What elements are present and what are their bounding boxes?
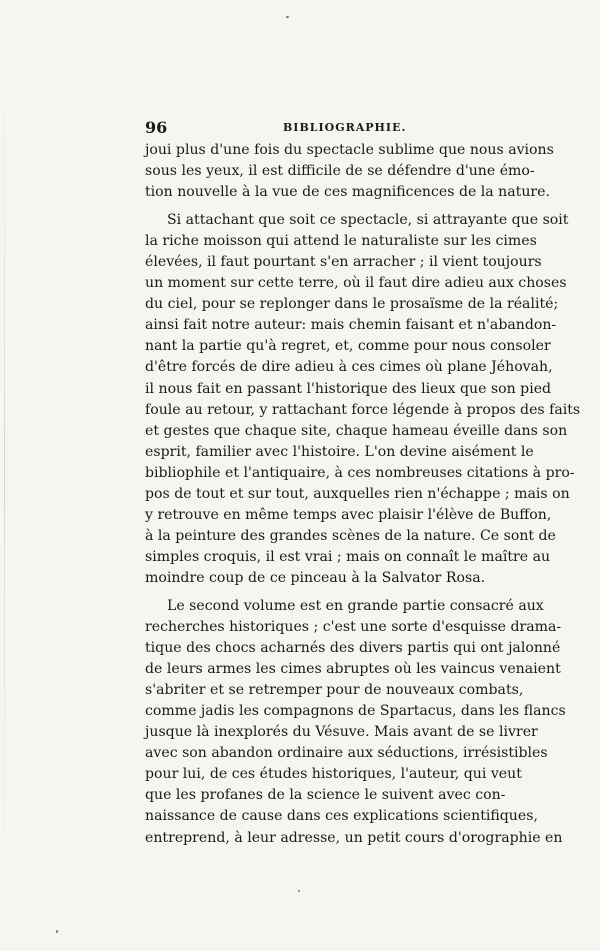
body-text bbox=[145, 140, 581, 849]
text-line: moindre coup de ce pinceau à la Salvator Rosa. bbox=[145, 569, 486, 586]
text-line: de leurs armes les cimes abruptes où les vaincus venaient bbox=[145, 661, 561, 678]
text-line: la riche moisson qui attend le naturaliste sur les cimes bbox=[145, 233, 537, 250]
text-line: tion nouvelle à la vue de ces magnificences de la nature. bbox=[145, 184, 550, 201]
text-line: joui plus d'une fois du spectacle sublime que nous avions bbox=[145, 142, 554, 158]
text-line: esprit, familier avec l'histoire. L'on devine aisément le bbox=[145, 443, 534, 460]
text-line: pos de tout et sur tout, auxquelles rien n'échappe ; mais on bbox=[145, 485, 570, 502]
text-line: y retrouve en même temps avec plaisir l'élève de Buffon, bbox=[145, 506, 552, 523]
text-line: pour lui, de ces études historiques, l'auteur, qui veut bbox=[145, 766, 522, 783]
text-line: à la peinture des grandes scènes de la nature. Ce sont de bbox=[145, 527, 556, 544]
text-line: ainsi fait notre auteur: mais chemin faisant et n'abandon- bbox=[145, 317, 557, 334]
text-line: que les profanes de la science le suivent avec con- bbox=[145, 787, 506, 804]
text-line: foule au retour, y rattachant force légende à propos des faits bbox=[145, 401, 581, 418]
text-line: un moment sur cette terre, où il faut dire adieu aux choses bbox=[145, 275, 567, 292]
paper-speck bbox=[286, 16, 289, 18]
page-header bbox=[145, 118, 475, 138]
text-line: du ciel, pour se replonger dans le prosaïsme de la réalité; bbox=[145, 296, 559, 313]
text-line: jusque là inexplorés du Vésuve. Mais avant de se livrer bbox=[145, 724, 538, 741]
paper-speck bbox=[56, 930, 58, 933]
paragraph-3 bbox=[145, 596, 566, 849]
text-line: il nous fait en passant l'historique des lieux que son pied bbox=[145, 380, 552, 397]
text-line: d'être forcés de dire adieu à ces cimes où plane Jéhovah, bbox=[145, 359, 553, 376]
text-line: avec son abandon ordinaire aux séductions, irrésistibles bbox=[145, 745, 548, 762]
text-line: tique des chocs acharnés des divers partis qui ont jalonné bbox=[145, 640, 561, 657]
running-head: BIBLIOGRAPHIE. bbox=[283, 121, 407, 134]
text-line: Si attachant que soit ce spectacle, si attrayante que soit bbox=[167, 212, 569, 229]
paragraph-2 bbox=[145, 210, 581, 589]
page-number: 96 bbox=[145, 118, 168, 137]
text-line: bibliophile et l'antiquaire, à ces nombreuses citations à pro- bbox=[145, 464, 575, 481]
text-line: nant la partie qu'à regret, et, comme pour nous consoler bbox=[145, 338, 551, 355]
text-line: s'abriter et se retremper pour de nouveaux combats, bbox=[145, 682, 524, 699]
text-line: élevées, il faut pourtant s'en arracher ; il vient toujours bbox=[145, 254, 542, 271]
text-line: sous les yeux, il est difficile de se défendre d'une émo- bbox=[145, 163, 535, 180]
paragraph-1 bbox=[145, 140, 554, 203]
page-edge bbox=[4, 40, 5, 900]
text-line: et gestes que chaque site, chaque hameau éveille dans son bbox=[145, 422, 568, 439]
paper-speck bbox=[298, 890, 300, 892]
text-line: Le second volume est en grande partie consacré aux bbox=[167, 597, 544, 614]
text-line: simples croquis, il est vrai ; mais on connaît le maître au bbox=[145, 548, 551, 565]
text-line: naissance de cause dans ces explications scientifiques, bbox=[145, 808, 538, 825]
text-line: comme jadis les compagnons de Spartacus, dans les flancs bbox=[145, 703, 566, 720]
text-line: entreprend, à leur adresse, un petit cours d'orographie en bbox=[145, 829, 563, 846]
text-line: recherches historiques ; c'est une sorte d'esquisse drama- bbox=[145, 619, 562, 636]
